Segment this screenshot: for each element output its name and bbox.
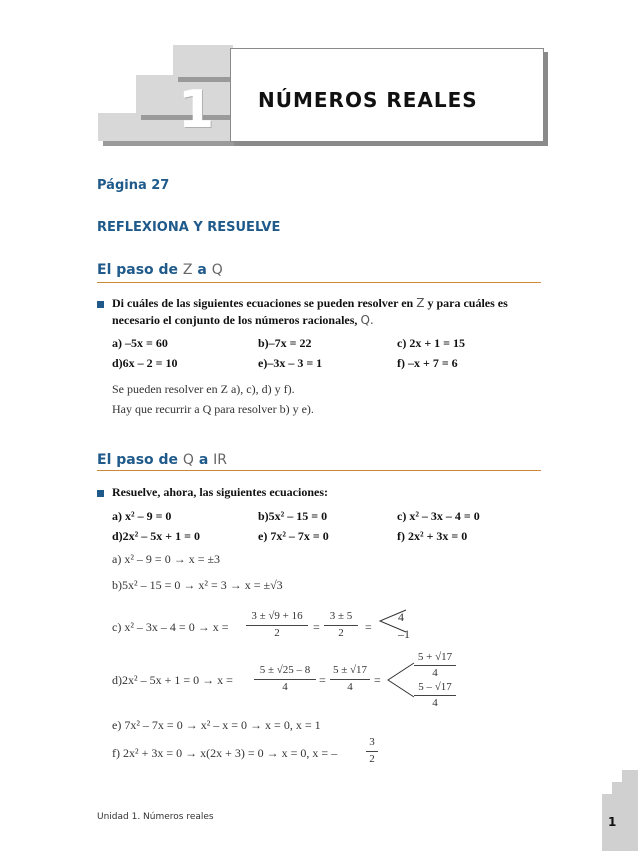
fraction-bar <box>330 679 370 680</box>
equation: e)–3x – 3 = 1 <box>258 356 323 370</box>
fraction-denominator: 2 <box>274 627 280 639</box>
fraction-bar <box>414 695 456 696</box>
fraction-denominator: 2 <box>369 753 375 765</box>
section1-prompt-line1: Di cuáles de las siguientes ecuaciones se pueden resolver en Z y para cuáles es <box>112 296 508 310</box>
equals-sign: = <box>365 620 372 634</box>
solution-a: a) x² – 9 = 0 → x = ±3 <box>112 552 221 566</box>
solution-c-left: c) x² – 3x – 4 = 0 → x = <box>112 620 229 634</box>
fraction-numerator: 5 + √17 <box>417 651 453 663</box>
fraction-bar <box>366 751 378 752</box>
fraction-bar <box>246 625 308 626</box>
section1-prompt-line2: necesario el conjunto de los números racionales, Q. <box>112 313 374 327</box>
page-reference: Página 27 <box>97 178 170 193</box>
answer-line: Se pueden resolver en Z a), c), d) y f). <box>112 382 295 396</box>
equation: a) x² – 9 = 0 <box>112 509 172 523</box>
section-heading: REFLEXIONA Y RESUELVE <box>97 220 281 235</box>
fraction-bar <box>414 665 456 666</box>
equation: d)2x² – 5x + 1 = 0 <box>112 529 200 543</box>
chapter-number: 1 <box>178 80 215 140</box>
section2-prompt: Resuelve, ahora, las siguientes ecuaciones: <box>112 485 328 499</box>
solution-e: e) 7x² – 7x = 0 → x² – x = 0 → x = 0, x = 1 <box>112 718 321 732</box>
section1-title: El paso de Z a Q <box>97 262 223 278</box>
equals-sign: = <box>319 673 326 687</box>
fraction-numerator: 3 ± 5 <box>329 610 353 622</box>
fraction-denominator: 4 <box>432 697 438 709</box>
bullet-icon <box>97 301 104 308</box>
bullet-icon <box>97 490 104 497</box>
page-number: 1 <box>608 815 617 829</box>
solution-b: b)5x² – 15 = 0 → x² = 3 → x = ±√3 <box>112 578 283 592</box>
root-value: –1 <box>398 627 410 641</box>
root-value: 4 <box>398 610 404 624</box>
fraction-numerator: 5 – √17 <box>418 681 452 693</box>
section2-rule <box>97 470 541 471</box>
equation: b)5x² – 15 = 0 <box>258 509 328 523</box>
equation: a) –5x = 60 <box>112 336 168 350</box>
fraction-denominator: 4 <box>347 681 353 693</box>
fraction-denominator: 2 <box>338 627 344 639</box>
equation: c) 2x + 1 = 15 <box>397 336 465 350</box>
fraction-numerator: 3 <box>369 736 375 748</box>
section2-title: El paso de Q a IR <box>97 452 228 468</box>
equals-sign: = <box>313 620 320 634</box>
fraction-bar <box>254 679 316 680</box>
equals-sign: = <box>374 673 381 687</box>
footer-unit: Unidad 1. Números reales <box>97 812 214 822</box>
chapter-title: NÚMEROS REALES <box>258 88 478 112</box>
fraction-numerator: 5 ± √25 – 8 <box>259 664 311 676</box>
branch-brace-icon <box>386 660 416 700</box>
equation: b)–7x = 22 <box>258 336 312 350</box>
fraction-bar <box>324 625 358 626</box>
equation: d)6x – 2 = 10 <box>112 356 178 370</box>
equation: e) 7x² – 7x = 0 <box>258 529 329 543</box>
answer-line: Hay que recurrir a Q para resolver b) y e). <box>112 402 314 416</box>
equation: f) –x + 7 = 6 <box>397 356 458 370</box>
fraction-denominator: 4 <box>282 681 288 693</box>
solution-f-left: f) 2x² + 3x = 0 → x(2x + 3) = 0 → x = 0, x = – <box>112 746 338 760</box>
fraction-numerator: 3 ± √9 + 16 <box>251 610 303 622</box>
fraction-denominator: 4 <box>432 667 438 679</box>
section1-rule <box>97 282 541 283</box>
equation: c) x² – 3x – 4 = 0 <box>397 509 480 523</box>
solution-d-left: d)2x² – 5x + 1 = 0 → x = <box>112 673 233 687</box>
fraction-numerator: 5 ± √17 <box>332 664 368 676</box>
equation: f) 2x² + 3x = 0 <box>397 529 468 543</box>
